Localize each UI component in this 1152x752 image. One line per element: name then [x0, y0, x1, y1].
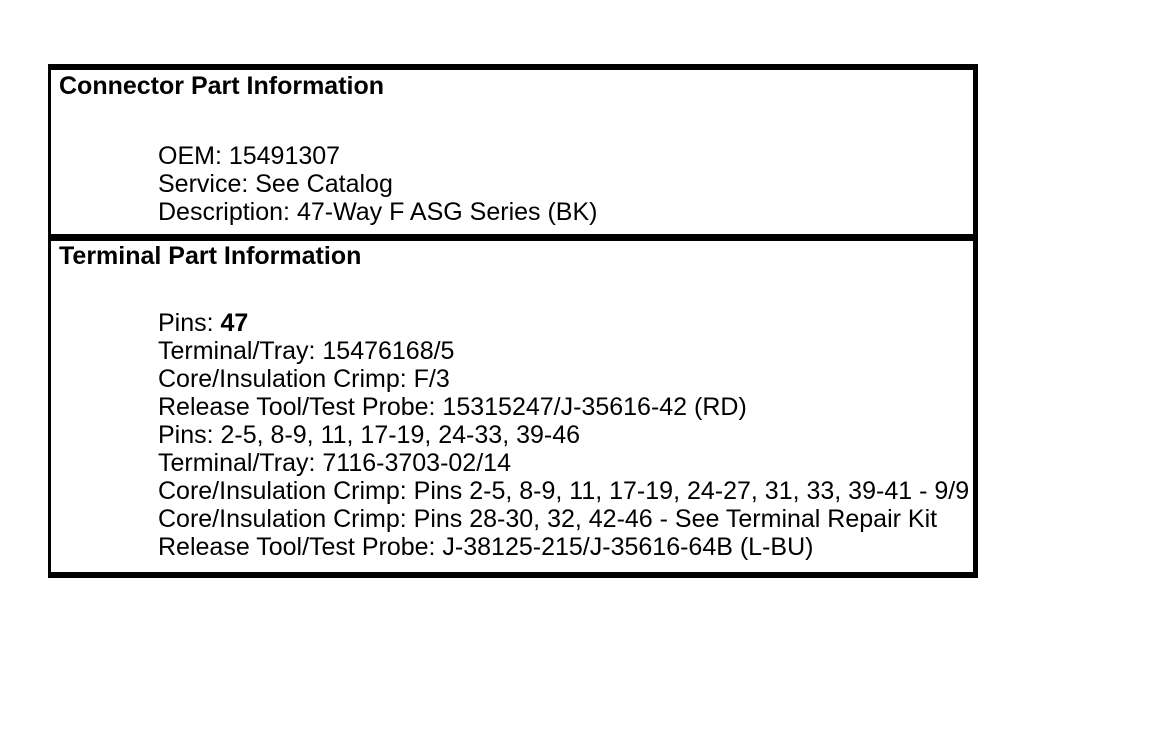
core-insulation-crimp-line-2: Core/Insulation Crimp: Pins 2-5, 8-9, 11, 17-19, 24-27, 31, 33, 39-41 - 9/9	[158, 477, 970, 505]
terminal-tray-line-1: Terminal/Tray: 15476168/5	[158, 337, 455, 365]
oem-line: OEM: 15491307	[158, 142, 341, 170]
service-line: Service: See Catalog	[158, 170, 393, 198]
release-tool-test-probe-line-1: Release Tool/Test Probe: 15315247/J-35616-42 (RD)	[158, 393, 747, 421]
terminal-tray-line-2: Terminal/Tray: 7116-3703-02/14	[158, 449, 511, 477]
terminal-section-title: Terminal Part Information	[59, 242, 362, 270]
pins-count-line	[158, 309, 973, 337]
pins-count-value: 47	[220, 309, 249, 337]
description-line: Description: 47-Way F ASG Series (BK)	[158, 198, 598, 226]
terminal-part-information-section	[51, 241, 973, 572]
part-information-panel	[48, 64, 978, 578]
release-tool-test-probe-line-2: Release Tool/Test Probe: J-38125-215/J-35616-64B (L-BU)	[158, 533, 814, 561]
connector-part-information-section	[51, 70, 973, 234]
connector-info-list	[158, 142, 973, 226]
pins-count-label: Pins:	[158, 309, 221, 337]
core-insulation-crimp-line-1: Core/Insulation Crimp: F/3	[158, 365, 450, 393]
terminal-info-list	[158, 309, 973, 561]
pins-range-line: Pins: 2-5, 8-9, 11, 17-19, 24-33, 39-46	[158, 421, 581, 449]
connector-section-title: Connector Part Information	[59, 72, 385, 100]
core-insulation-crimp-line-3: Core/Insulation Crimp: Pins 28-30, 32, 42-46 - See Terminal Repair Kit	[158, 505, 938, 533]
section-divider	[51, 234, 973, 241]
